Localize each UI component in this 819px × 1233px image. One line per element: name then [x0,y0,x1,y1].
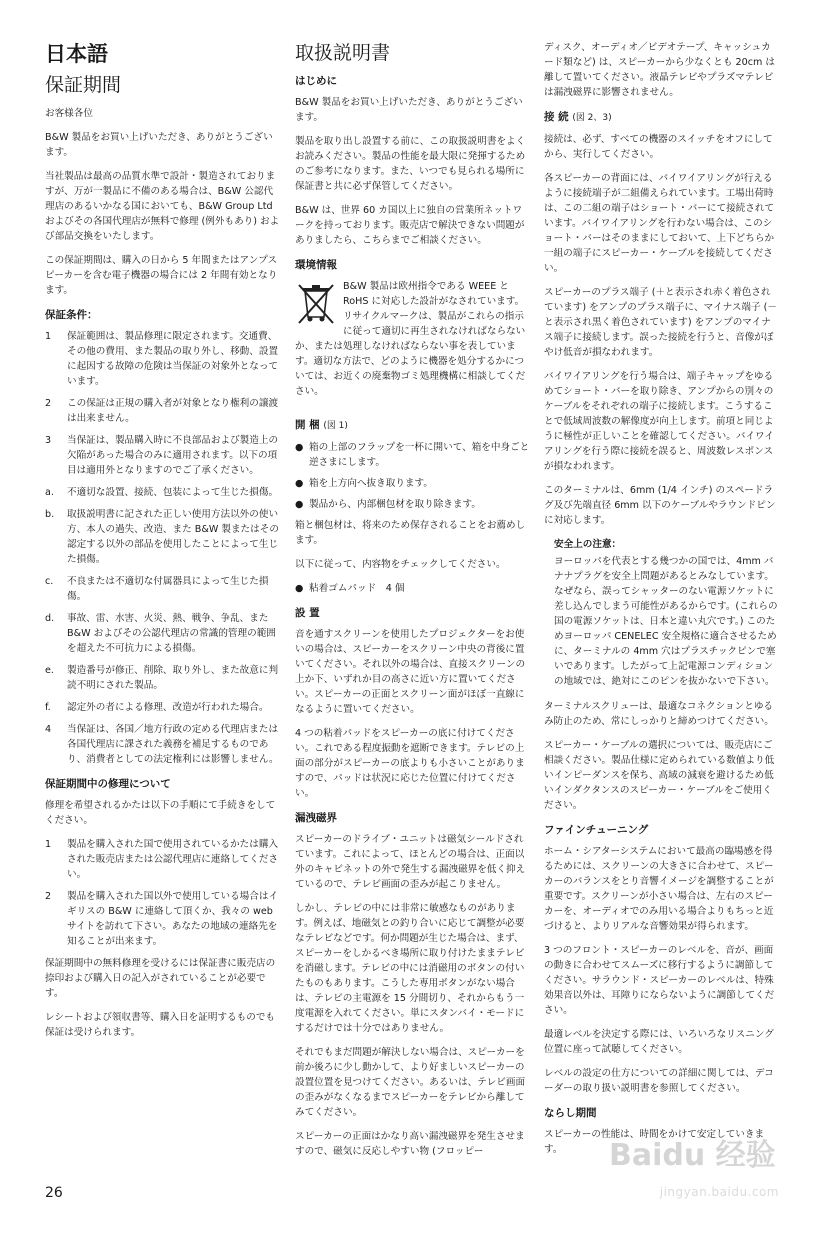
environment-heading: 環境情報 [295,259,337,271]
item-text: 事故、雷、水害、火災、熱、戦争、争乱、また B&W およびその公認代理店の常識的管理の範囲を超えた不可抗力による損傷。 [67,613,276,654]
paragraph: レシートおよび領収書等、購入日を証明するものでも保証は受けられます。 [45,1012,276,1038]
item-number: e. [45,665,54,676]
language-title: 日本語 [45,42,108,66]
unpacking-list [295,440,530,512]
paragraph: スピーカーのプラス端子 (＋と表示され赤く着色されています) をアンプのプラス端子に、マイナス端子 (－と表示され黒く着色されています) をアンプのマイナス端子に接続します。誤った接続を行うと、音像がぼやけ低音が損なわれます。 [544,287,777,358]
item-text: 製造番号が修正、削除、取り外し、また故意に判読不明にされた製品。 [67,665,279,691]
paragraph: スピーカーの性能は、時間をかけて安定していきます。 [544,1129,765,1155]
paragraph: この保証期間は、購入の日から 5 年間またはアンプスピーカーを含む電子機器の場合には 2 年間有効となります。 [45,255,278,296]
item-text: 製品を購入された国以外で使用している場合はイギリスの B&W に連絡して頂くか、我々の web サイトを訪れて下さい。あなたの地域の連絡先を知ることが出来ます。 [67,891,279,947]
intro-heading: はじめに [295,75,337,87]
caution-text: ヨーロッパを代表とする幾つかの国では、4mm バナナプラグを安全上問題があるとみなしています。なぜなら、誤ってシャッターのない電源ソケットに差し込んでしまう可能性があるからです。(これらの国の電源ソケットは、日本と違い丸穴です。) このためヨーロッパ CENELEC 安全規格に適合させるために、ターミナルの 4mm 穴はプラスチックピンで塞いであります。したがって上記電源コンディションの地域では、絶対にこのピンを抜かないで下さい。 [554,556,778,687]
item-number: 1 [45,839,52,850]
item-number: 4 [45,724,52,735]
item-text: 不良または不適切な付属器具によって生じた損傷。 [67,576,269,602]
caution-heading: 安全上の注意： [554,539,622,550]
item-number: d. [45,613,55,624]
column-connection [544,40,780,1166]
fine-tuning-heading: ファインチューニング [544,824,649,836]
repair-step-item [45,889,281,949]
item-number: f. [45,702,51,713]
condition-item [45,663,281,693]
warranty-title: 保証期間 [45,74,122,96]
item-text: 認定外の者による修理、改造が行われた場合。 [67,702,269,713]
unpack-item [295,476,530,491]
condition-item [45,329,281,389]
manual-title: 取扱説明書 [295,42,391,64]
condition-item [45,507,281,567]
condition-item [45,574,281,604]
paragraph: 以下に従って、内容物をチェックしてください。 [295,559,506,570]
break-in-heading: ならし期間 [544,1107,597,1119]
paragraph: スピーカーの正面はかなり高い漏洩磁界を発生させますので、磁気に反応しやすい物 (フロッピー [295,1131,525,1157]
safety-caution [554,537,780,689]
bullet-icon: ● [295,442,304,453]
paragraph: 保証期間中の無料修理を受けるには保証書に販売店の捺印および購入日の記入がされていることが必要です。 [45,958,276,999]
connection-heading: 接 続 (図 2、3) [544,111,612,123]
paragraph: 4 つの粘着パッドをスピーカーの底に付けてください。これである程度振動を遮断できます。テレビの上面の部分がスピーカーの底よりも小さいことがありますので、パッドは状況に応じた位置に付けてください。 [295,728,525,799]
paragraph: ターミナルスクリューは、最適なコネクションとゆるみ防止のため、常にしっかりと締めつけてください。 [544,701,774,727]
condition-item [45,485,281,500]
watermark-url: jingyan.baidu.com [659,1185,779,1199]
environment-text: B&W 製品は欧州指令である WEEE と RoHS に対応した設計がなされています。リサイクルマークは、製品がこれらの指示に従って適切に再生されなければならないか、または処理しなければならない事を表しています。適切な方法で、どのように機器を処分するかについては、お近くの廃棄物ゴミ処理機構に相談してください。 [295,281,526,397]
baidu-paw-icon [599,1125,799,1185]
item-text: 不適切な設置、接続、包装によって生じた損傷。 [67,487,279,498]
paragraph: B&W 製品をお買い上げいただき、ありがとうございます。 [45,132,273,158]
placement-heading: 設 置 [295,607,320,619]
stray-field-heading: 漏洩磁界 [295,812,337,824]
paragraph: B&W 製品をお買い上げいただき、ありがとうございます。 [295,97,523,123]
repair-steps-list [45,837,281,949]
greeting: お客様各位 [45,108,93,119]
paragraph: 最適レベルを決定する際には、いろいろなリスニング位置に座って試聴してください。 [544,1029,774,1055]
contents-item: ● 粘着ゴムパッド 4 個 [295,583,405,594]
unpacking-heading: 開 梱 (図 1) [295,419,348,431]
bullet-icon: ● [295,583,304,594]
paragraph: 修理を希望されるかたは以下の手順にて手続きをしてください。 [45,800,276,826]
item-number: b. [45,509,55,520]
paragraph: しかし、テレビの中には非常に敏感なものがあります。例えば、地磁気との釣り合いに応じて調整が必要なテレビなどです。何か問題が生じた場合は、まず、スピーカーをしかるべき場所に取り付けたままテレビを消磁します。テレビの中には消磁用のボタンの付いたものもあります。こうした専用ボタンがない場合は、テレビの主電源を 15 分間切り、それからもう一度電源を入れてください。単にスタンバイ・モードにするだけでは十分ではありません。 [295,903,525,1034]
paragraph: ディスク、オーディオ／ビデオテープ、キャッシュカード類など) は、スピーカーから少なくとも 20cm は離して置いてください。液晶テレビやプラズマテレビは漏洩磁界に影響されません。 [544,42,776,98]
paragraph: このターミナルは、6mm (1/4 インチ) のスペードラグ及び先端直径 6mm 以下のケーブルやラウンドピンに対応します。 [544,485,776,526]
paragraph: 接続は、必ず、すべての機器のスイッチをオフにしてから、実行してください。 [544,134,773,160]
paragraph: それでもまだ問題が解決しない場合は、スピーカーを前か後ろに少し動かして、より好ましいスピーカーの設置位置を見つけてください。あるいは、テレビ画面の歪みがなくなるまでスピーカーをテレビから離してみてください。 [295,1047,526,1118]
item-text: 当保証は、各国／地方行政の定める代理店または各国代理店に課された義務を補足するものであり、消費者としての法定権利には影響しません。 [67,724,279,765]
paragraph: スピーカー・ケーブルの選択については、販売店にご相談ください。製品仕様に定められている数値より低いインピーダンスを保ち、高域の減衰を避けるため低いインダクタンスのスピーカー・ケーブルをご使用ください。 [544,740,775,811]
unpack-item [295,497,530,512]
condition-item [45,611,281,656]
item-number: 3 [45,435,52,446]
unpack-item [295,440,530,470]
paragraph: 箱と梱包材は、将来のため保存されることをお薦めします。 [295,520,526,546]
page-number: 26 [45,1185,63,1201]
paragraph: スピーカーのドライブ・ユニットは磁気シールドされています。これによって、ほとんどの場合は、正面以外のキャビネットの外で発生する漏洩磁界を低く抑えているので、テレビ画面の歪みが起こりません。 [295,834,526,890]
item-number: 2 [45,891,52,902]
paragraph: バイワイアリングを行う場合は、端子キャップをゆるめてショート・バーを取り除き、アンプからの別々のケーブルをそれぞれの端子に接続します。こうすることで低域周波数の解像度が向上します。前項と同じように極性が正しいことを確認してください。バイワイアリングを行う際に接続を誤ると、周波数レスポンスが損なわれます。 [544,371,774,472]
paragraph: 音を通すスクリーンを使用したプロジェクターをお使いの場合は、スピーカーをスクリーン中央の背後に置いてください。それ以外の場合は、直接スクリーンの上か下、いずれか目の高さに近い方に置いてください。スピーカーの正面とスクリーン面がほぼ一直線になるように置いてください。 [295,629,526,715]
conditions-list [45,329,281,767]
item-text: この保証は正規の購入者が対象となり権利の譲渡は出来ません。 [67,398,279,424]
item-number: 2 [45,398,52,409]
watermark [599,1125,799,1215]
condition-item [45,700,281,715]
item-text: 製品を購入された国で使用されているかたは購入された販売店または公認代理店に連絡してください。 [67,839,279,880]
item-number: a. [45,487,54,498]
item-number: 1 [45,331,52,342]
column-manual [295,40,530,1168]
paragraph: レベルの設定の仕方についての詳細に関しては、デコーダーの取り扱い説明書を参照してください。 [544,1068,774,1094]
item-text: 箱を上方向へ抜き取ります。 [309,478,433,489]
item-text: 当保証は、製品購入時に不良部品および製造上の欠陥があった場合のみに適用されます。以下の項目は適用外となりますのでご了承ください。 [67,435,279,476]
bullet-icon: ● [295,478,304,489]
item-text: 保証範囲は、製品修理に限定されます。交通費、その他の費用、また製品の取り外し、移動、設置に起因する故障の危険は当保証の対象外となっています。 [67,331,279,387]
condition-item [45,722,281,767]
repair-heading: 保証期間中の修理について [45,778,171,790]
column-warranty [45,40,281,1049]
condition-item [45,433,281,478]
item-text: 製品から、内部梱包材を取り除きます。 [309,499,481,510]
paragraph: ホーム・シアターシステムにおいて最高の臨場感を得るためには、スクリーンの大きさに合わせて、スピーカーのバランスをとり音響イメージを調整することが重要です。スクリーンが小さい場合は、左右のスピーカーを、オーディオでのみ用いる場合よりもちっと近づけると、よりリアルな音響効果が得られます。 [544,846,774,932]
paragraph: 3 つのフロント・スピーカーのレベルを、音が、画面の動きに合わせてスムーズに移行するように調節してください。サラウンド・スピーカーのレベルは、特殊効果音以外は、耳障りにならないように調節してください。 [544,945,775,1016]
paragraph: 製品を取り出し設置する前に、この取扱説明書をよくお読みください。製品の性能を最大限に発揮するためのご参考になります。また、いつでも見られる場所に保証書と共に必ず保管してください。 [295,136,526,192]
item-text: 取扱説明書に記された正しい使用方法以外の使い方、本人の過失、改造、また B&W 製またはその認定する以外の部品を使用したことによって生じた損傷。 [67,509,279,565]
repair-step-item [45,837,281,882]
weee-bin-icon [295,281,337,325]
environment-block [295,279,530,408]
paragraph: B&W は、世界 60 カ国以上に独自の営業所ネットワークを持っております。販売店で解決できない問題がありましたら、こちらまでご相談ください。 [295,205,525,246]
item-number: c. [45,576,54,587]
conditions-heading: 保証条件： [45,309,98,321]
bullet-icon: ● [295,499,304,510]
watermark-logo: Baidu 经验 [609,1138,776,1173]
paragraph: 当社製品は最高の品質水準で設計・製造されておりますが、万が一製品に不備のある場合は、B&W 公認代理店のあるいかなる国においても、B&W Group Ltd およびその各国代理店が無料で修理 (例外もあり) および部品交換をいたします。 [45,171,280,242]
condition-item [45,396,281,426]
paragraph: 各スピーカーの背面には、バイワイアリングが行えるように接続端子が二組備えられています。工場出荷時は、この二組の端子はショート・バーにて接続されています。バイワイアリングを行わない場合は、このショート・バーはそのままにしておいて、上下どちらか一組の端子にスピーカー・ケーブルを接続してください。 [544,173,775,274]
item-text: 箱の上部のフラップを一杯に開いて、箱を中身ごと逆さまにします。 [309,442,530,468]
